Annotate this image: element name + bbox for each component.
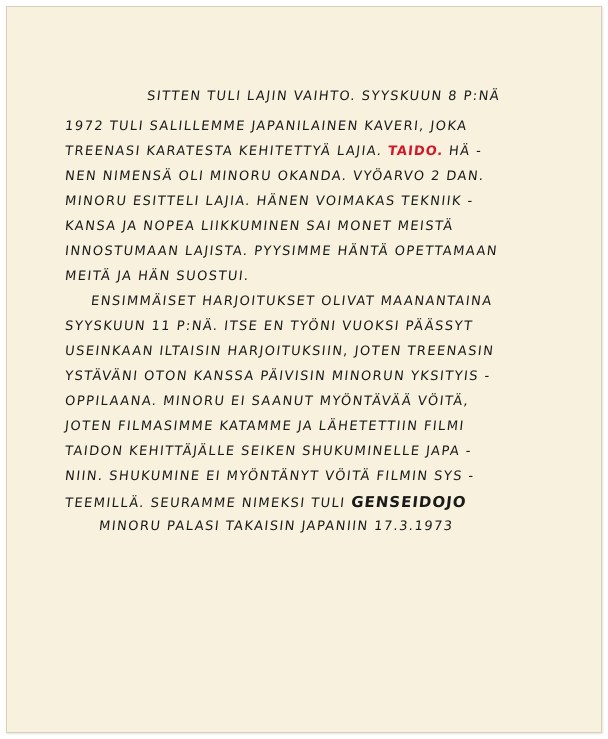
taido-highlight: TAIDO. — [387, 144, 445, 159]
text-line-13: OPPILAANA. MINORU EI SAANUT MYÖNTÄVÄÄ VÖITÄ, — [64, 394, 470, 409]
text-line-3-start: TREENASI KARATESTA KEHITETTYÄ LAJIA. — [64, 144, 384, 159]
text-line-3-end: HÄ - — [448, 144, 483, 159]
text-line-14: JOTEN FILMASIMME KATAMME JA LÄHETETTIIN FILMI — [64, 419, 466, 434]
handwritten-page — [6, 6, 602, 733]
text-line-2: 1972 TULI SALILLEMME JAPANILAINEN KAVERI, JOKA — [64, 119, 469, 134]
text-line-8: MEITÄ JA HÄN SUOSTUI. — [64, 269, 251, 284]
text-line-11: USEINKAAN ILTAISIN HARJOITUKSIIN, JOTEN TREENASIN — [64, 344, 496, 359]
text-line-9: ENSIMMÄISET HARJOITUKSET OLIVAT MAANANTAINA — [90, 294, 494, 309]
text-line-17-start: TEEMILLÄ. SEURAMME NIMEKSI TULI — [64, 496, 347, 511]
text-line-3 — [64, 144, 483, 160]
text-line-1: SITTEN TULI LAJIN VAIHTO. SYYSKUUN 8 P:NÄ — [146, 89, 501, 104]
text-line-17 — [64, 494, 467, 512]
text-line-7: INNOSTUMAAN LAJISTA. PYYSIMME HÄNTÄ OPETTAMAAN — [64, 244, 499, 259]
text-line-6: KANSA JA NOPEA LIIKKUMINEN SAI MONET MEISTÄ — [64, 219, 455, 234]
genseidojo-highlight: GENSEIDOJO — [350, 493, 468, 511]
text-line-10: SYYSKUUN 11 P:NÄ. ITSE EN TYÖNI VUOKSI PÄÄSSYT — [64, 319, 475, 334]
text-line-16: NIIN. SHUKUMINE EI MYÖNTÄNYT VÖITÄ FILMIN SYS - — [64, 469, 476, 484]
text-line-5: MINORU ESITTELI LAJIA. HÄNEN VOIMAKAS TEKNIIK - — [64, 194, 475, 209]
text-line-12: YSTÄVÄNI OTON KANSSA PÄIVISIN MINORUN YKSITYIS - — [64, 369, 492, 384]
text-line-15: TAIDON KEHITTÄJÄLLE SEIKEN SHUKUMINELLE JAPA - — [64, 444, 473, 459]
text-line-18: MINORU PALASI TAKAISIN JAPANIIN 17.3.1973 — [98, 519, 455, 534]
text-line-4: NEN NIMENSÄ OLI MINORU OKANDA. VYÖARVO 2 DAN. — [64, 169, 486, 184]
